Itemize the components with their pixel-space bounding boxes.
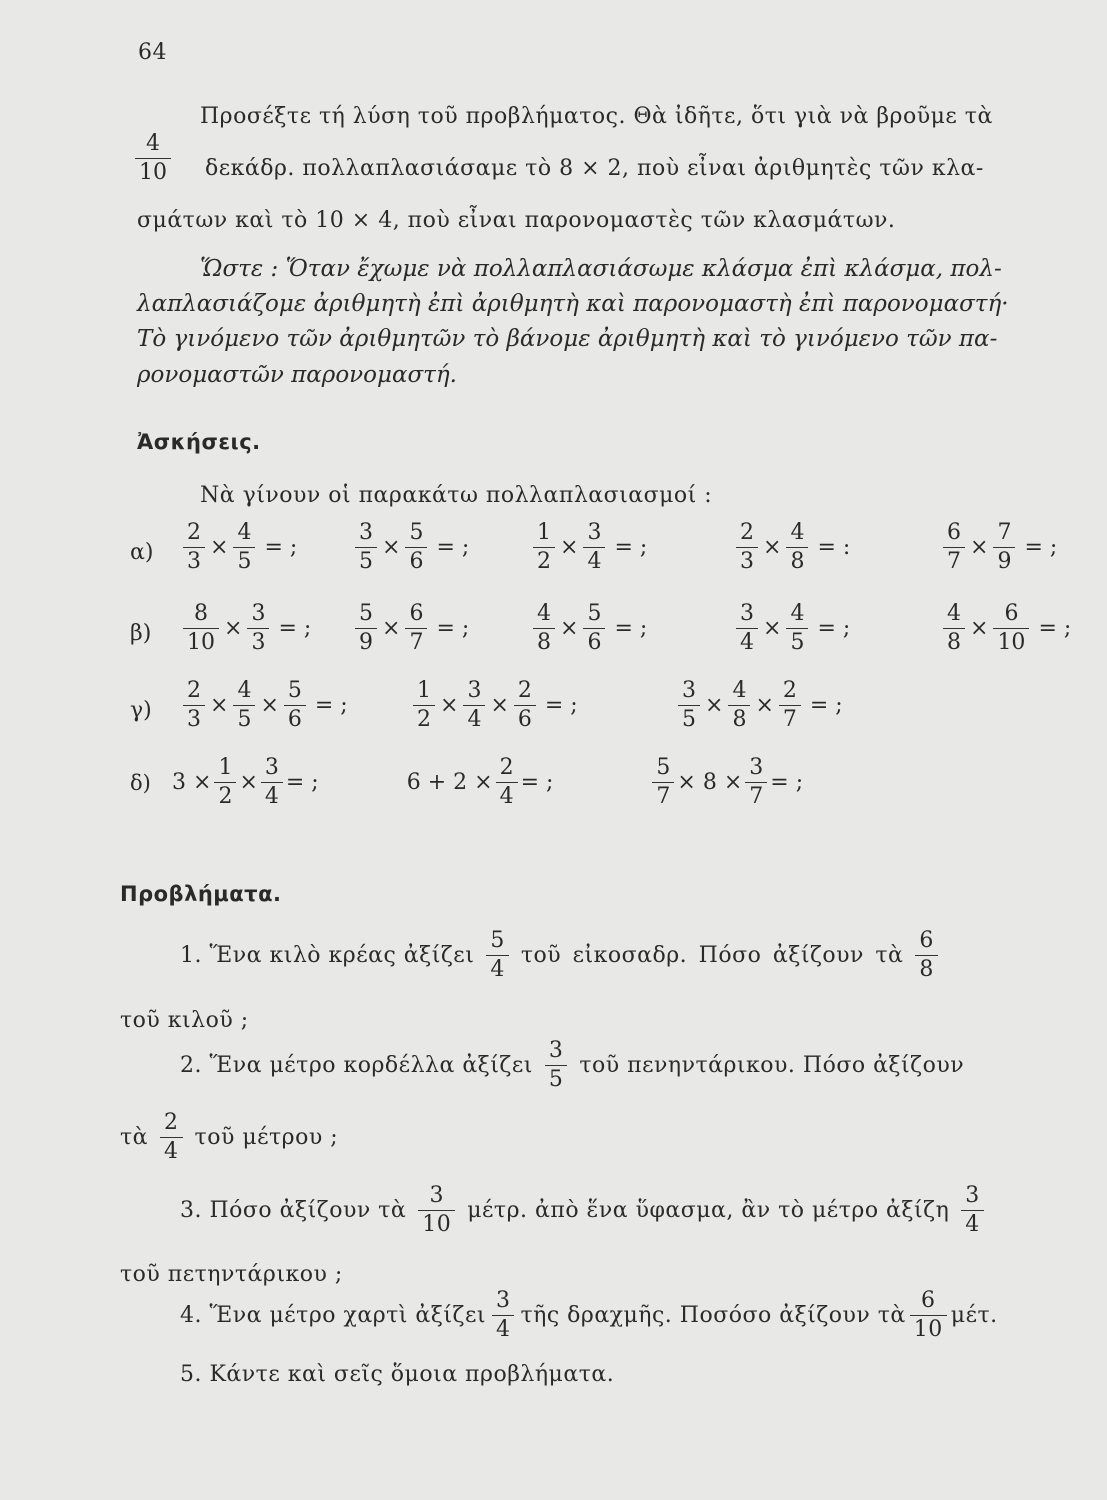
fraction: [413, 680, 435, 731]
intro-line-2: δεκάδρ. πολλαπλασιάσαμε τὸ 8 × 2, ποὺ εἶναι ἀριθμητὲς τῶν κλα-: [205, 156, 984, 181]
fraction-numerator: 5: [656, 755, 671, 780]
equals-question: = ;: [809, 693, 843, 718]
fraction: [943, 522, 965, 573]
fraction: [583, 522, 605, 573]
fraction: [736, 603, 758, 654]
fraction: [514, 680, 536, 731]
exercise-expression: [180, 522, 297, 573]
fraction: [993, 603, 1029, 654]
problem-1-line: [180, 930, 941, 981]
fraction-numerator: 5: [490, 928, 505, 953]
rule-line-4: ρονομαστῶν παρονομαστή.: [137, 362, 457, 388]
fraction-numerator: 4: [732, 678, 747, 703]
fraction-denominator: 2: [214, 782, 236, 808]
fraction-numerator: 3: [587, 520, 602, 545]
fraction-denominator: 10: [183, 628, 219, 654]
exercises-heading: Ἀσκήσεις.: [137, 430, 261, 454]
problem-4-text-c: μέτ.: [950, 1303, 998, 1328]
times-sign: ×: [382, 616, 401, 641]
fraction: [943, 603, 965, 654]
fraction-denominator: 6: [514, 705, 536, 731]
fraction: [728, 680, 750, 731]
fraction: [993, 522, 1015, 573]
exercise-expression: [733, 603, 850, 654]
problem-1-text-a: 1. Ἕνα κιλὸ κρέας ἀξίζει: [180, 943, 475, 968]
equals-question: = ;: [1024, 535, 1058, 560]
fraction-denominator: 7: [652, 782, 674, 808]
equals-question: = ;: [614, 616, 648, 641]
problem-2-text-c1: τὰ: [120, 1125, 149, 1150]
equals-question: = ;: [1038, 616, 1072, 641]
fraction-numerator: 6: [919, 928, 934, 953]
fraction-denominator: 5: [786, 628, 808, 654]
exercise-expression: [940, 603, 1071, 654]
problem-4-text-a: 4. Ἕνα μέτρο χαρτὶ ἀξίζει: [180, 1303, 486, 1328]
fraction-denominator: 6: [583, 628, 605, 654]
problem-3-text-a: 3. Πόσο ἀξίζουν τὰ: [180, 1198, 407, 1223]
times-sign: ×: [490, 693, 509, 718]
fraction-numerator: 3: [467, 678, 482, 703]
row-d-expr-1: [172, 757, 319, 808]
fraction-numerator: 3: [359, 520, 373, 545]
fraction-numerator: 3: [548, 1038, 564, 1063]
fraction-denominator: 8: [786, 547, 808, 573]
fraction-numerator: 2: [740, 520, 754, 545]
fraction-denominator: 4: [463, 705, 485, 731]
fraction: [405, 603, 427, 654]
row-d-expr-3: [649, 757, 803, 808]
fraction: [779, 680, 801, 731]
intro-line-3: σμάτων καὶ τὸ 10 × 4, ποὺ εἶναι παρονομαστὲς τῶν κλασμάτων.: [137, 208, 896, 233]
fraction-denominator: 5: [545, 1065, 568, 1091]
fraction-denominator: 10: [993, 628, 1029, 654]
intro-fraction-numerator: 4: [146, 131, 160, 156]
fraction-denominator: 8: [943, 628, 965, 654]
fraction: [583, 603, 605, 654]
row-d-expr-2-pre: 6 + 2 ×: [406, 770, 493, 795]
fraction-denominator: 4: [583, 547, 605, 573]
fraction-denominator: 10: [910, 1315, 947, 1341]
equals-question: = ;: [817, 616, 851, 641]
fraction-denominator: 3: [736, 547, 758, 573]
fraction-denominator: 5: [233, 705, 255, 731]
fraction-denominator: 4: [496, 782, 518, 808]
fraction-denominator: 2: [413, 705, 435, 731]
fraction-numerator: 1: [537, 520, 551, 545]
equals-question: = ;: [314, 693, 348, 718]
equals-question: = ;: [278, 616, 312, 641]
row-d-expr-1-end: = ;: [285, 770, 319, 795]
fraction-denominator: 4: [736, 628, 758, 654]
problem-2-text-a: 2. Ἕνα μέτρο κορδέλλα ἀξίζει: [180, 1053, 533, 1078]
fraction-numerator: 1: [218, 755, 233, 780]
fraction-denominator: 5: [678, 705, 700, 731]
times-sign: ×: [260, 693, 279, 718]
fraction: [533, 522, 555, 573]
fraction: [786, 522, 808, 573]
fraction-numerator: 3: [429, 1183, 444, 1208]
exercise-expression: [180, 603, 311, 654]
exercise-expression: [180, 680, 348, 731]
fraction: [405, 522, 427, 573]
row-d-expr-3-end: = ;: [770, 770, 804, 795]
problem-2-text-c2: τοῦ μέτρου ;: [194, 1125, 339, 1150]
fraction-numerator: 4: [537, 601, 551, 626]
exercise-expression: [530, 603, 647, 654]
fraction: [183, 603, 219, 654]
times-sign: ×: [224, 616, 243, 641]
fraction-numerator: 8: [194, 601, 208, 626]
times-sign: ×: [970, 616, 989, 641]
fraction: [533, 603, 555, 654]
fraction: [355, 603, 377, 654]
fraction: [678, 680, 700, 731]
problems-heading: Προβλήματα.: [120, 882, 282, 906]
fraction-numerator: 2: [499, 755, 514, 780]
equals-question: = :: [817, 535, 851, 560]
times-sign: ×: [560, 616, 579, 641]
fraction: [355, 522, 377, 573]
exercise-row-label: γ): [130, 698, 152, 723]
problem-1-continuation: τοῦ κιλοῦ ;: [120, 1008, 249, 1033]
intro-fraction: [132, 133, 174, 184]
fraction-numerator: 3: [251, 601, 266, 626]
exercise-expression: [940, 522, 1057, 573]
fraction-denominator: 7: [405, 628, 427, 654]
fraction-numerator: 5: [587, 601, 602, 626]
fraction-denominator: 8: [533, 628, 555, 654]
fraction-numerator: 5: [287, 678, 302, 703]
problem-3-continuation: τοῦ πετηντάρικου ;: [120, 1262, 343, 1287]
problem-5-line: 5. Κάντε καὶ σεῖς ὅμοια προβλήματα.: [180, 1362, 615, 1387]
fraction-numerator: 4: [947, 601, 961, 626]
exercises-instruction: Νὰ γίνουν οἱ παρακάτω πολλαπλασιασμοί :: [200, 483, 713, 508]
times-sign: ×: [705, 693, 724, 718]
fraction-numerator: 6: [409, 601, 424, 626]
fraction-numerator: 4: [790, 520, 805, 545]
fraction: [183, 522, 205, 573]
exercise-row-label: α): [130, 540, 154, 565]
times-sign: ×: [763, 535, 782, 560]
problem-2-text-b: τοῦ πενηντάρικου. Πόσο ἀξίζουν: [579, 1053, 965, 1078]
fraction-numerator: 5: [409, 520, 424, 545]
fraction: [786, 603, 808, 654]
exercise-expression: [352, 522, 469, 573]
intro-fraction-denominator: 10: [135, 158, 171, 184]
fraction-numerator: 3: [264, 755, 279, 780]
fraction-numerator: 6: [1004, 601, 1019, 626]
equals-question: = ;: [264, 535, 298, 560]
fraction-numerator: 3: [740, 601, 754, 626]
fraction-denominator: 7: [943, 547, 965, 573]
times-sign: ×: [210, 693, 229, 718]
fraction-denominator: 4: [261, 782, 283, 808]
fraction-numerator: 2: [517, 678, 532, 703]
row-d-expr-3-mid: × 8 ×: [677, 770, 743, 795]
fraction-numerator: 1: [417, 678, 431, 703]
fraction-denominator: 2: [533, 547, 555, 573]
row-d-expr-2: [407, 757, 554, 808]
equals-question: = ;: [436, 535, 470, 560]
rule-line-1: Ὥστε : Ὅταν ἔχωμε νὰ πολλαπλασιάσωμε κλάσμα ἐπὶ κλάσμα, πολ-: [200, 256, 1002, 282]
fraction-numerator: 4: [237, 678, 252, 703]
fraction-denominator: 9: [355, 628, 377, 654]
fraction: [247, 603, 269, 654]
fraction-denominator: 4: [160, 1137, 183, 1163]
fraction-denominator: 8: [728, 705, 750, 731]
rule-line-2: λαπλασιάζομε ἀριθμητὴ ἐπὶ ἀριθμητὴ καὶ παρονομαστὴ ἐπὶ παρονομαστή·: [137, 291, 1009, 317]
fraction-numerator: 2: [782, 678, 797, 703]
fraction: [183, 680, 205, 731]
exercise-expression: [352, 603, 469, 654]
fraction-denominator: 4: [486, 955, 509, 981]
fraction: [284, 680, 306, 731]
fraction-denominator: 6: [405, 547, 427, 573]
fraction-numerator: 2: [187, 678, 201, 703]
page-number: 64: [138, 40, 167, 65]
times-sign: ×: [440, 693, 459, 718]
problem-3-line: [180, 1185, 987, 1236]
problem-4-text-b: τῆς δραχμῆς. Ποσόσο ἀξίζουν τὰ: [520, 1303, 906, 1328]
fraction-numerator: 3: [965, 1183, 980, 1208]
fraction-numerator: 7: [997, 520, 1012, 545]
fraction: [736, 522, 758, 573]
times-sign: ×: [970, 535, 989, 560]
fraction-denominator: 3: [247, 628, 269, 654]
fraction-numerator: 4: [237, 520, 252, 545]
fraction: [233, 680, 255, 731]
fraction-denominator: 6: [284, 705, 306, 731]
exercise-expression: [410, 680, 578, 731]
problem-2-line: [180, 1040, 964, 1091]
fraction-numerator: 3: [495, 1288, 511, 1313]
fraction: [233, 522, 255, 573]
exercise-expression: [530, 522, 647, 573]
times-sign: ×: [382, 535, 401, 560]
fraction-numerator: 3: [749, 755, 764, 780]
problem-3-text-b: μέτρ. ἀπὸ ἕνα ὕφασμα, ἂν τὸ μέτρο ἀξίζη: [467, 1198, 950, 1223]
problem-1-text-b: τοῦ εἰκοσαδρ. Πόσο ἀξίζουν τὰ: [520, 943, 904, 968]
fraction-denominator: 7: [745, 782, 767, 808]
problem-4-line: [180, 1290, 998, 1341]
exercise-expression: [733, 522, 850, 573]
exercise-row-label: β): [130, 621, 152, 646]
fraction-numerator: 2: [187, 520, 201, 545]
equals-question: = ;: [614, 535, 648, 560]
exercise-expression: [675, 680, 843, 731]
row-d-label: δ): [130, 770, 151, 795]
fraction-numerator: 5: [359, 601, 373, 626]
fraction-denominator: 9: [993, 547, 1015, 573]
problem-2-continuation: [120, 1112, 338, 1163]
fraction-numerator: 3: [682, 678, 696, 703]
fraction-denominator: 5: [233, 547, 255, 573]
row-d-expr-2-end: = ;: [520, 770, 554, 795]
fraction-denominator: 4: [961, 1210, 984, 1236]
times-sign: ×: [210, 535, 229, 560]
times-sign: ×: [560, 535, 579, 560]
fraction-numerator: 6: [947, 520, 961, 545]
fraction-numerator: 6: [921, 1288, 936, 1313]
fraction-denominator: 10: [418, 1210, 455, 1236]
fraction-denominator: 3: [183, 705, 205, 731]
fraction-denominator: 8: [915, 955, 938, 981]
fraction-numerator: 4: [790, 601, 805, 626]
intro-line-1: Προσέξτε τή λύση τοῦ προβλήματος. Θὰ ἰδῆτε, ὅτι γιὰ νὰ βροῦμε τὰ: [200, 104, 993, 129]
exercise-row-d: [130, 757, 803, 808]
rule-line-3: Τὸ γινόμενο τῶν ἀριθμητῶν τὸ βάνομε ἀριθμητὴ καὶ τὸ γινόμενο τῶν πα-: [137, 326, 998, 352]
fraction-denominator: 3: [183, 547, 205, 573]
fraction-denominator: 5: [355, 547, 377, 573]
fraction-denominator: 7: [779, 705, 801, 731]
equals-question: = ;: [436, 616, 470, 641]
times-sign: ×: [763, 616, 782, 641]
equals-question: = ;: [544, 693, 578, 718]
fraction-denominator: 4: [492, 1315, 515, 1341]
row-d-expr-1-pre: 3 ×: [172, 770, 212, 795]
row-d-expr-1-mid: ×: [239, 770, 258, 795]
fraction-numerator: 2: [164, 1110, 179, 1135]
times-sign: ×: [755, 693, 774, 718]
fraction: [463, 680, 485, 731]
